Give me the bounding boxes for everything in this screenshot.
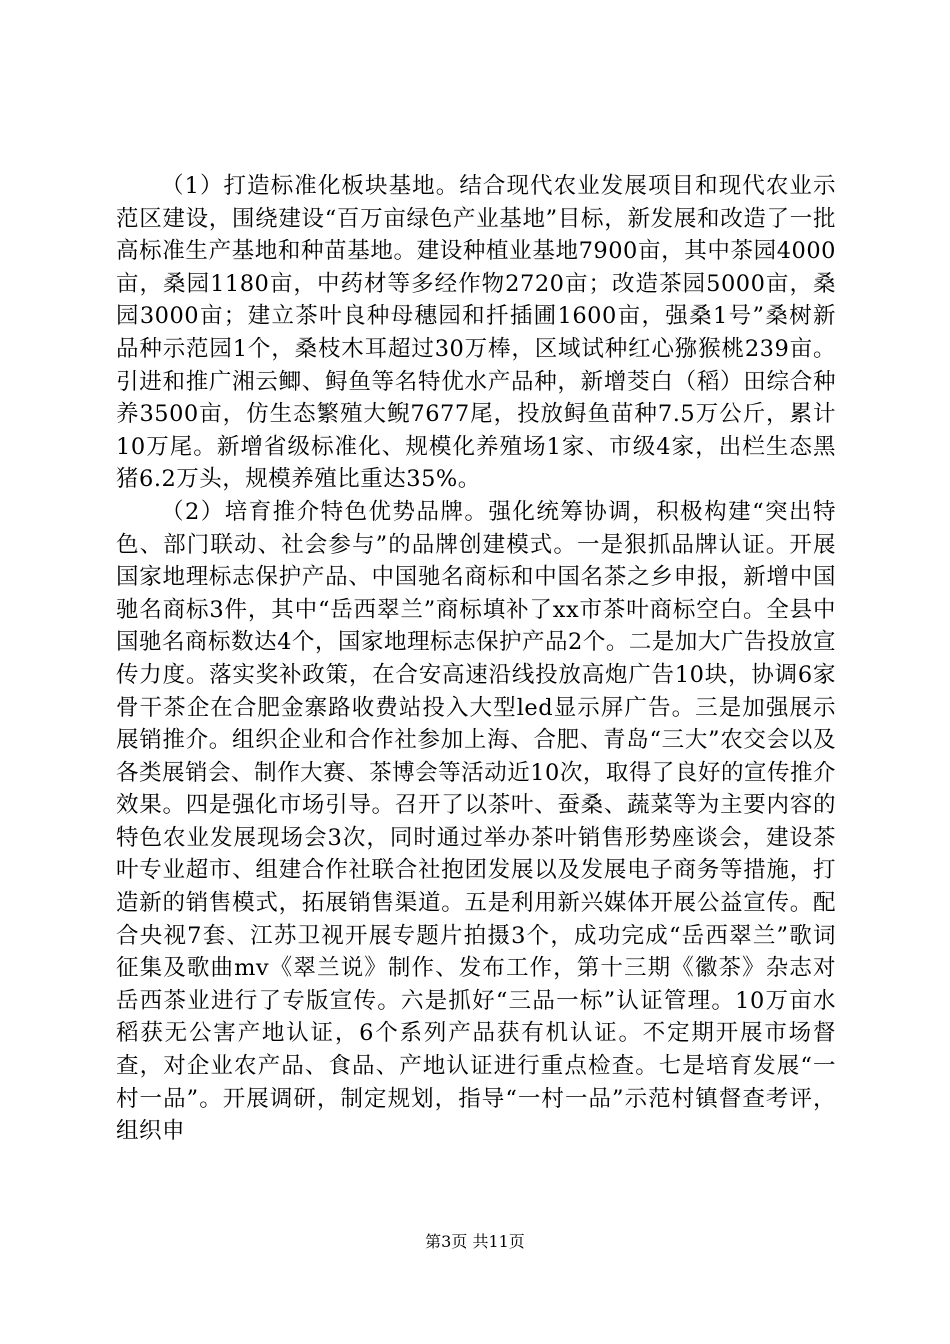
- paragraph-brand-promotion: （2）培育推介特色优势品牌。强化统筹协调，积极构建“突出特色、部门联动、社会参与”的品牌创建模式。一是狠抓品牌认证。开展国家地理标志保护产品、中国驰名商标和中国名茶之乡申报，新增中国驰名商标3件，其中“岳西翠兰”商标填补了xx市茶叶商标空白。全县中国驰名商标数达4个，国家地理标志保护产品2个。二是加大广告投放宣传力度。落实奖补政策，在合安高速沿线投放高炮广告10块，协调6家骨干茶企在合肥金寨路收费站投入大型led显示屏广告。三是加强展示展销推介。组织企业和合作社参加上海、合肥、青岛“三大”农交会以及各类展销会、制作大赛、茶博会等活动近10次，取得了良好的宣传推介效果。四是强化市场引导。召开了以茶叶、蚕桑、蔬菜等为主要内容的特色农业发展现场会3次，同时通过举办茶叶销售形势座谈会，建设茶叶专业超市、组建合作社联合社抱团发展以及发展电子商务等措施，打造新的销售模式，拓展销售渠道。五是利用新兴媒体开展公益宣传。配合央视7套、江苏卫视开展专题片拍摄3个，成功完成“岳西翠兰”歌词征集及歌曲mv《翠兰说》制作、发布工作，第十三期《徽茶》杂志对岳西茶业进行了专版宣传。六是抓好“三品一标”认证管理。10万亩水稻获无公害产地认证，6个系列产品获有机认证。不定期开展市场督查，对企业农产品、食品、产地认证进行重点检查。七是培育发展“一村一品”。开展调研，制定规划，指导“一村一品”示范村镇督查考评，组织申: [116, 498, 836, 1145]
- paragraph-standardized-bases: （1）打造标准化板块基地。结合现代农业发展项目和现代农业示范区建设，围绕建设“百万亩绿色产业基地”目标，新发展和改造了一批高标准生产基地和种苗基地。建设种植业基地7900亩，其中茶园4000亩，桑园1180亩，中药材等多经作物2720亩；改造茶园5000亩，桑园3000亩；建立茶叶良种母穗园和扦插圃1600亩，强桑1号”桑树新品种示范园1个，桑枝木耳超过30万棒，区域试种红心猕猴桃239亩。引进和推广湘云鲫、鲟鱼等名特优水产品种，新增茭白（稻）田综合种养3500亩，仿生态繁殖大鲵7677尾，投放鲟鱼苗种7.5万公斤，累计10万尾。新增省级标准化、规模化养殖场1家、市级4家，出栏生态黑猪6.2万头，规模养殖比重达35%。: [116, 173, 836, 493]
- document-body: [116, 170, 836, 1148]
- page-number-footer: 第3页 共11页: [425, 1232, 525, 1251]
